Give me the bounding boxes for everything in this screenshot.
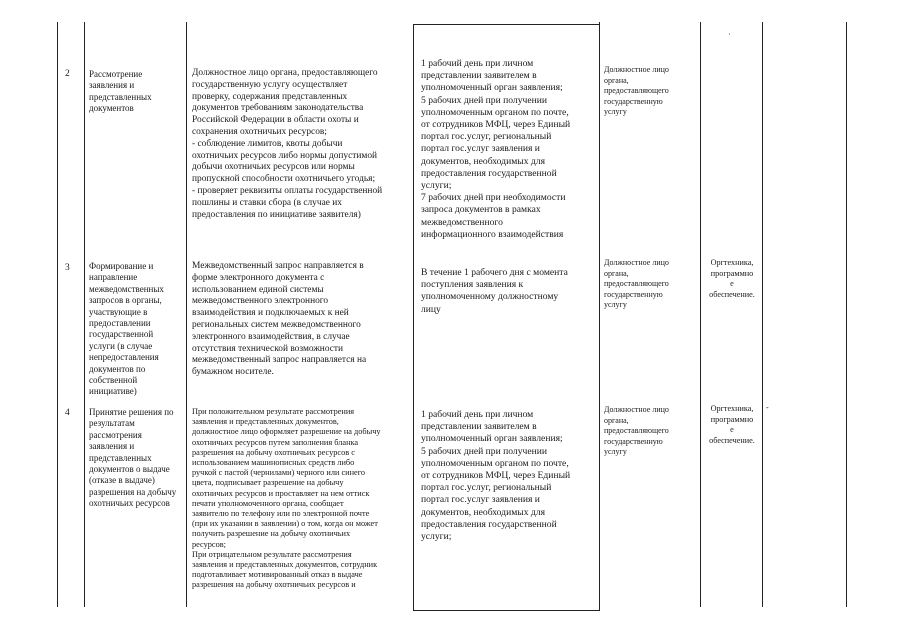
stage-resources: Оргтехника, программно е обеспечение. — [709, 258, 755, 299]
table-rule-col2 — [186, 22, 187, 607]
table-rule-col5 — [700, 22, 701, 607]
stage-name: Формирование и направление межведомственных запросов в органы, участвующие в предоставлении государственной услуги (в случае непредоставления документов по собственной инициативе) — [89, 261, 164, 397]
table-rule-left — [57, 22, 58, 607]
responsible-person: Должностное лицо органа, предоставляющего государственную услугу — [604, 405, 669, 457]
stray-mark: · — [728, 30, 731, 39]
stage-term: 1 рабочий день при личном представлении заявителем в уполномоченный орган заявления; 5 рабочих дней при получении уполномоченным органом по почте, от сотрудников МФЦ, через Единый портал гос.услуг, региональный портал гос.услуг заявления и документов, необходимых для предоставления государственной услуги; 7 рабочих дней при необходимости запроса документов в рамках межведомственного информационного взаимодействия — [421, 58, 571, 240]
responsible-person: Должностное лицо органа, предоставляющего государственную услугу — [604, 258, 669, 310]
stage-term: В течение 1 рабочего дня с момента поступления заявления к уполномоченному должностному лицу — [421, 267, 568, 315]
table-rule-col1 — [84, 22, 85, 607]
stage-content: При положительном результате рассмотрения заявления и представленных документов, должностное лицо оформляет разрешение на добычу охотничьих ресурсов путем заполнения бланка разрешения на добычу охотничьих ресурсов с использованием машинописных средств либо ручкой с пастой (чернилами) черного или синего цвета, подписывает разрешение на добычу охотничьих ресурсов и проставляет на нем оттиск печати уполномоченного органа, сообщает заявителю по телефону или по электронной почте (при их указании в заявлении) о том, когда он может получить разрешение на добычу охотничьих ресурсов; При отрицательном результате рассмотрения заявления и представленных документов, сотрудник подготавливает мотивированный отказ в выдаче разрешения на добычу охотничьих ресурсов и — [192, 407, 381, 590]
row-number: 2 — [65, 69, 70, 79]
row-number: 3 — [65, 263, 70, 273]
stage-resources: Оргтехника, программно е обеспечение. — [709, 404, 755, 445]
table-rule-col6 — [762, 22, 763, 607]
stage-name: Принятие решения по результатам рассмотрения заявления и представленных документов о выдаче (отказе в выдаче) разрешения на добычу охотничьих ресурсов — [89, 407, 177, 509]
stage-content: Должностное лицо органа, предоставляющего государственную услугу осуществляет проверку, содержания представленных документов требованиям законодательства Российской Федерации в области охоты и сохранения охотничьих ресурсов; - соблюдение лимитов, квоты добычи охотничьих ресурсов либо нормы допустимой добычи охотничьих ресурсов или нормы пропускной способности охотничьего угодья; - проверяет реквизиты оплаты государственной пошлины и ставки сбора (в случае их предоставления по инициативе заявителя) — [192, 68, 383, 220]
extra-mark: - — [766, 403, 769, 412]
responsible-person: Должностное лицо органа, предоставляющего государственную услугу — [604, 65, 669, 117]
row-number: 4 — [65, 408, 70, 418]
stage-name: Рассмотрение заявления и представленных документов — [89, 69, 152, 114]
table-rule-right — [846, 22, 847, 607]
stage-term: 1 рабочий день при личном представлении заявителем в уполномоченный орган заявления; 5 рабочих дней при получении уполномоченным органом по почте, от сотрудников МФЦ, через Единый портал гос.услуг, региональный портал гос.услуг заявления и документов, необходимых для предоставления государственной услуги; — [421, 409, 571, 543]
stage-content: Межведомственный запрос направляется в форме электронного документа с использованием единой системы межведомственного электронного взаимодействия и подключаемых к ней региональных систем межведомственного электронного взаимодействия, в случае отсутствия технической возможности межведомственный запрос направляется на бумажном носителе. — [192, 261, 367, 378]
